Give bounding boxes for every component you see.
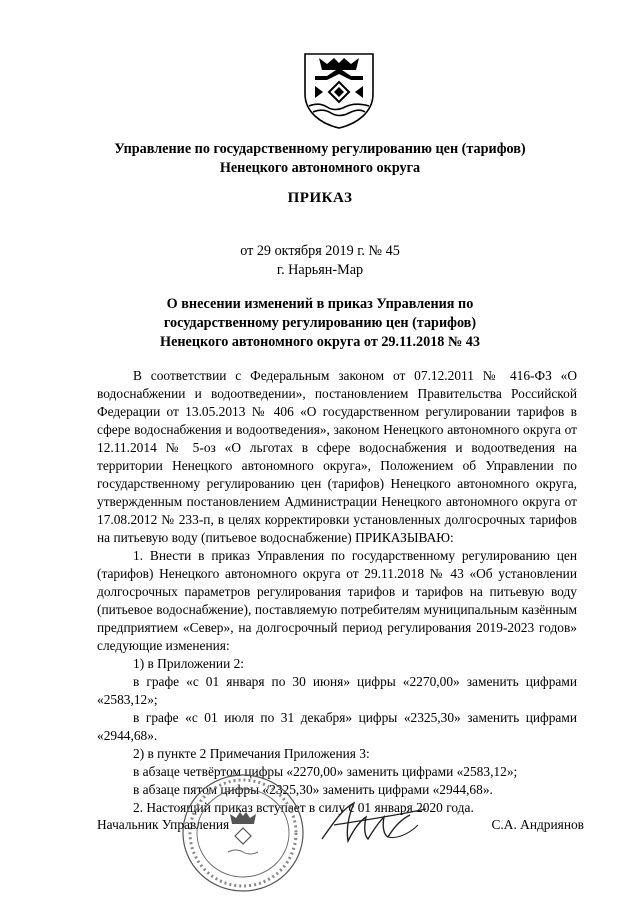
preamble-paragraph: В соответствии с Федеральным законом от 07.12.2011 № 416-ФЗ «О водоснабжении и водоотведении», постановлением Правительства Российской Федерации от 13.05.2013 № 406 «О государственном регулировании тарифов в сфере водоснабжения и водоотведения», законом Ненецкого автономного округа от 12.11.2014 № 5-оз «О льготах в сфере водоснабжения и водоотведения на территории Ненецкого автономного округа», Положением об Управлении по государственному регулированию цен (тарифов) Ненецкого автономного округа, утвержденным постановлением Администрации Ненецкого автономного округа от 17.08.2012 № 233-п, в целях корректировки установленных долгосрочных тарифов на питьевую воду (питьевое водоснабжение) ПРИКАЗЫВАЮ: (97, 368, 577, 545)
subject-line-3: Ненецкого автономного округа от 29.11.2018 № 43 (160, 334, 480, 350)
subject-line-1: О внесении изменений в приказ Управления по (166, 296, 474, 312)
subitem-1a-paragraph: в графе «с 01 января по 30 июня» цифры «2270,00» заменить цифрами «2583,12»; (97, 674, 577, 707)
item-1-paragraph: 1. Внести в приказ Управления по государственному регулированию цен (тарифов) Ненецкого автономного округа от 29.11.2018 № 43 «Об установлении долгосрочных параметров регулирования тарифов и тарифов на питьевую воду (питьевое водоснабжение), поставляемую потребителям муниципальным казённым предприятием «Север», на долгосрочный период регулирования 2019-2023 годов» следующие изменения: (97, 548, 577, 653)
subitem-1b-paragraph: в графе «с 01 июля по 31 декабря» цифры «2325,30» заменить цифрами «2944,68». (97, 710, 577, 743)
org-line-2: Ненецкого автономного округа (219, 160, 421, 176)
official-stamp (178, 770, 308, 896)
subitem-1-heading: 1) в Приложении 2: (133, 656, 245, 671)
org-line-1: Управление по государственному регулированию цен (тарифов) (114, 141, 526, 157)
subitem-2a-paragraph: в абзаце четвёртом цифры «2270,00» заменить цифрами «2583,12»; (133, 764, 518, 779)
document-body (97, 367, 577, 817)
signatory-title: Начальник Управления (97, 817, 230, 832)
signatory-name: С.А. Андриянов (491, 817, 584, 832)
organization-name (60, 140, 580, 178)
date-number: от 29 октября 2019 г. № 45 (240, 243, 400, 259)
handwritten-signature (318, 795, 430, 850)
document-type: ПРИКАЗ (287, 190, 353, 206)
coat-of-arms-emblem (301, 50, 377, 130)
date-block (200, 242, 440, 280)
subitem-2-heading: 2) в пункте 2 Примечания Приложения 3: (133, 746, 370, 761)
place: г. Нарьян-Мар (276, 262, 364, 278)
item-2-paragraph: 2. Настоящий приказ вступает в силу с 01 января 2020 года. (133, 800, 474, 815)
subitem-2b-paragraph: в абзаце пятом цифры «2325,30» заменить цифрами «2944,68». (133, 782, 493, 797)
document-subject (80, 295, 560, 352)
subject-line-2: государственному регулированию цен (тарифов) (163, 315, 477, 331)
